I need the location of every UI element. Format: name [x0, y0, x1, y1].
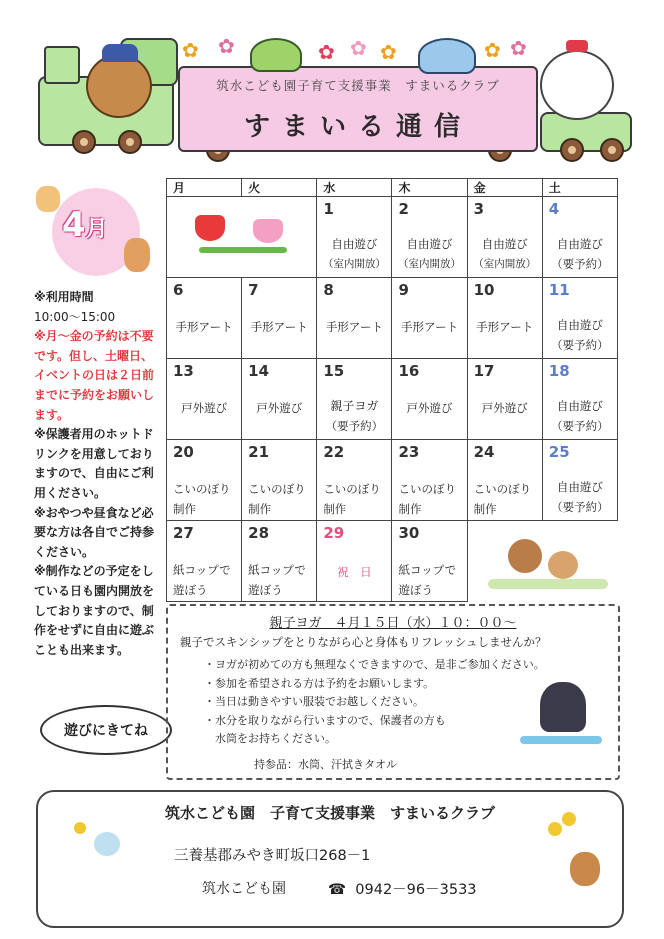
snack-note: ※おやつや昼食など必要な方は各自でご持参ください。 [34, 505, 155, 559]
day-number: 25 [548, 443, 570, 461]
day-number: 16 [398, 362, 420, 380]
day-activity-note: 制作 [473, 502, 497, 516]
bear-conductor-illustration [86, 54, 152, 118]
calendar-day [467, 359, 542, 440]
header-train [0, 0, 664, 170]
footer-contact [36, 790, 624, 928]
calendar [166, 178, 618, 602]
weekday-tue: 火 [242, 179, 317, 197]
footer-org: 筑水こども園 [202, 881, 286, 897]
club-name: 筑水こども園子育て支援事業 すまいるクラブ [216, 78, 500, 93]
calendar-week [167, 278, 618, 359]
day-activity-note: （要予約） [551, 500, 609, 514]
day-activity-note: 遊ぼう [398, 583, 433, 597]
cat-illustration [36, 186, 60, 212]
day-number: 6 [173, 281, 184, 299]
day-number: 27 [173, 524, 194, 542]
day-activity-note: （室内開放） [322, 258, 386, 270]
weekday-fri: 金 [467, 179, 542, 197]
calendar-day [317, 359, 392, 440]
day-activity: 手形アート [175, 320, 233, 334]
flower-icon: ✿ [380, 40, 397, 64]
day-activity: 戸外遊び [256, 401, 303, 415]
day-activity-note: 制作 [323, 502, 347, 516]
flower-icon: ✿ [318, 40, 335, 64]
speech-bubble [40, 705, 172, 755]
day-activity: こいのぼり [323, 482, 381, 496]
rabbit-bow [566, 40, 588, 52]
calendar-day [392, 359, 467, 440]
phone-number: 0942－96－3533 [355, 882, 477, 898]
day-activity: こいのぼり [248, 482, 306, 496]
footer-phone [328, 878, 477, 899]
day-activity: 自由遊び [481, 237, 528, 251]
yoga-mat-illustration [520, 736, 602, 744]
hours-label: ※利用時間 [34, 290, 94, 304]
calendar-week [167, 521, 618, 602]
day-activity: 紙コップで [398, 563, 457, 577]
day-number: 28 [248, 524, 270, 542]
tulip-illustration-cell [167, 197, 317, 278]
day-activity: こいのぼり [398, 482, 456, 496]
calendar-day [392, 197, 467, 278]
day-activity-note: 制作 [248, 502, 272, 516]
locomotive-chimney [44, 46, 80, 84]
yoga-notes [204, 656, 545, 749]
month-label [62, 205, 108, 245]
calendar-week [167, 197, 618, 278]
hotdrink-note: ※保護者用のホットドリンクを用意しておりますので、自由にご利用ください。 [34, 427, 154, 500]
day-number: 14 [248, 362, 270, 380]
conductor-hat [102, 44, 138, 62]
day-number: 2 [398, 200, 409, 218]
day-activity-note: 制作 [173, 502, 196, 516]
reservation-note: ※月～金の予約は不要です。但し、土曜日、イベントの日は２日前までに予約をお願いします。 [34, 329, 155, 422]
day-number: 20 [173, 443, 194, 461]
day-activity-note: （要予約） [551, 419, 609, 433]
yoga-title-text: 親子ヨガ ４月１５日（水）１０：００～ [269, 616, 517, 631]
day-activity: 紙コップで [248, 563, 306, 577]
flower-icon: ✿ [350, 36, 367, 60]
bees-flowers-illustration [74, 822, 134, 862]
bee-icon [548, 822, 562, 836]
weekday-wed: 水 [317, 179, 392, 197]
title-banner [178, 66, 538, 152]
calendar-day [542, 440, 617, 521]
day-number: 8 [323, 281, 334, 299]
calendar-day [242, 359, 317, 440]
tulip-stems [199, 247, 287, 253]
bear-illustration [548, 551, 578, 579]
grass-illustration [488, 579, 608, 589]
calendar-day [242, 440, 317, 521]
calendar-day [242, 278, 317, 359]
calendar-day [542, 197, 617, 278]
day-activity: 手形アート [250, 320, 308, 334]
frog-illustration [250, 38, 302, 72]
day-activity: 自由遊び [406, 237, 453, 251]
yoga-notice [166, 604, 620, 780]
day-activity: こいのぼり [173, 482, 231, 496]
wheel-icon [600, 138, 624, 162]
usage-info [34, 288, 162, 660]
day-activity: 自由遊び [556, 480, 603, 494]
day-activity: 自由遊び [556, 399, 603, 413]
day-number: 23 [398, 443, 420, 461]
tulip-pink-icon [253, 219, 283, 243]
yoga-parent-child-illustration [540, 682, 586, 732]
day-number: 7 [248, 281, 259, 299]
bears-illustration-cell [467, 521, 617, 602]
bee-icon [74, 822, 86, 834]
month-number: 4 [62, 205, 86, 245]
day-number: 1 [323, 200, 334, 218]
craft-note: ※制作などの予定をしている日も園内開放をしておりますので、制作をせずに自由に遊ぶことも出来ます。 [34, 564, 155, 657]
speech-bubble-text: 遊びにきてね [64, 723, 148, 739]
day-number: 22 [323, 443, 345, 461]
weekday-header [167, 179, 618, 197]
calendar-day [317, 440, 392, 521]
footer-org-name: 筑水こども園 子育て支援事業 すまいるクラブ [164, 804, 495, 822]
day-number: 21 [248, 443, 270, 461]
day-activity-note: （室内開放） [473, 258, 537, 270]
wheel-icon [72, 130, 96, 154]
tulip-red-icon [195, 215, 225, 241]
yoga-note-item: ・当日は動きやすい服装でお越しください。 [204, 695, 424, 708]
day-activity-note: （要予約） [325, 419, 384, 433]
calendar-day [467, 440, 542, 521]
flower-icon: ✿ [182, 38, 199, 62]
day-number: 11 [548, 281, 570, 299]
calendar-day [392, 278, 467, 359]
day-number: 3 [473, 200, 485, 218]
day-number: 13 [173, 362, 194, 380]
calendar-day [542, 359, 617, 440]
yoga-intro: 親子でスキンシップをとりながら心と身体もリフレッシュしませんか？ [180, 635, 547, 649]
elephant-illustration [418, 38, 476, 74]
calendar-day [167, 278, 242, 359]
calendar-day [467, 278, 542, 359]
calendar-day [167, 440, 242, 521]
day-activity: 戸外遊び [181, 401, 228, 415]
day-activity-note: （要予約） [551, 338, 609, 352]
day-activity: 祝 日 [337, 565, 372, 579]
flower-icon: ✿ [510, 36, 527, 60]
calendar-day [242, 521, 317, 602]
calendar-day [542, 278, 617, 359]
day-activity: 手形アート [400, 320, 459, 334]
day-number: 24 [473, 443, 495, 461]
bear-illustration [124, 238, 150, 272]
footer-address: 三養基郡みやき町坂口268－1 [174, 848, 371, 864]
day-activity: 手形アート [476, 320, 534, 334]
flower-icon: ✿ [218, 34, 235, 58]
day-activity-note: （室内開放） [398, 258, 462, 270]
calendar-day [317, 278, 392, 359]
day-activity-note: 遊ぼう [248, 583, 283, 597]
day-activity-note: 制作 [398, 502, 422, 516]
day-number: 10 [473, 281, 495, 299]
day-activity: 親子ヨガ [330, 399, 379, 413]
day-activity-note: 遊ぼう [173, 583, 208, 597]
day-number: 17 [473, 362, 495, 380]
flower-icon: ✿ [484, 38, 501, 62]
day-number: 4 [548, 200, 560, 218]
phone-icon: ☎ [328, 882, 347, 898]
calendar-day [167, 521, 242, 602]
calendar-day [317, 521, 392, 602]
wheel-icon [118, 130, 142, 154]
calendar-day [167, 359, 242, 440]
bear-icon [570, 852, 600, 886]
yoga-bring-items: 持参品：水筒、汗拭きタオル [254, 758, 397, 771]
calendar-day [467, 197, 542, 278]
month-unit: 月 [85, 217, 108, 242]
calendar-week [167, 359, 618, 440]
weekday-sat: 土 [542, 179, 617, 197]
day-activity: 戸外遊び [481, 401, 528, 415]
day-number: 30 [398, 524, 420, 542]
bear-illustration [508, 539, 542, 573]
rabbit-illustration [540, 50, 614, 120]
yoga-title [168, 612, 618, 631]
yoga-note-item: ・水分を取りながら行いますので、保護者の方も [204, 713, 446, 727]
day-activity: 自由遊び [556, 237, 603, 251]
day-activity: 自由遊び [556, 318, 603, 332]
weekday-thu: 木 [392, 179, 467, 197]
day-activity-note: （要予約） [551, 257, 609, 271]
wheel-icon [560, 138, 584, 162]
day-activity: 手形アート [325, 320, 383, 334]
day-activity: 自由遊び [331, 237, 378, 251]
flower-icon [94, 832, 120, 856]
calendar-day [392, 440, 467, 521]
page-title: すまいる通信 [243, 112, 472, 142]
day-number: 18 [548, 362, 570, 380]
day-activity: 紙コップで [173, 563, 231, 577]
calendar-day [392, 521, 467, 602]
day-number: 29 [323, 524, 345, 542]
calendar-week [167, 440, 618, 521]
bee-icon [562, 812, 576, 826]
day-activity: 戸外遊び [406, 401, 453, 415]
weekday-mon: 月 [167, 179, 242, 197]
day-number: 15 [323, 362, 345, 380]
hours-value: 10:00～15:00 [34, 309, 116, 324]
bear-bees-illustration [548, 812, 608, 912]
calendar-day [317, 197, 392, 278]
day-number: 9 [398, 281, 409, 299]
yoga-note-item: 水筒をお持ちください。 [204, 732, 336, 745]
yoga-note-item: ・ヨガが初めての方も無理なくできますので、是非ご参加ください。 [204, 658, 545, 671]
day-activity: こいのぼり [473, 482, 532, 496]
yoga-note-item: ・参加を希望される方は予約をお願いします。 [204, 676, 435, 690]
